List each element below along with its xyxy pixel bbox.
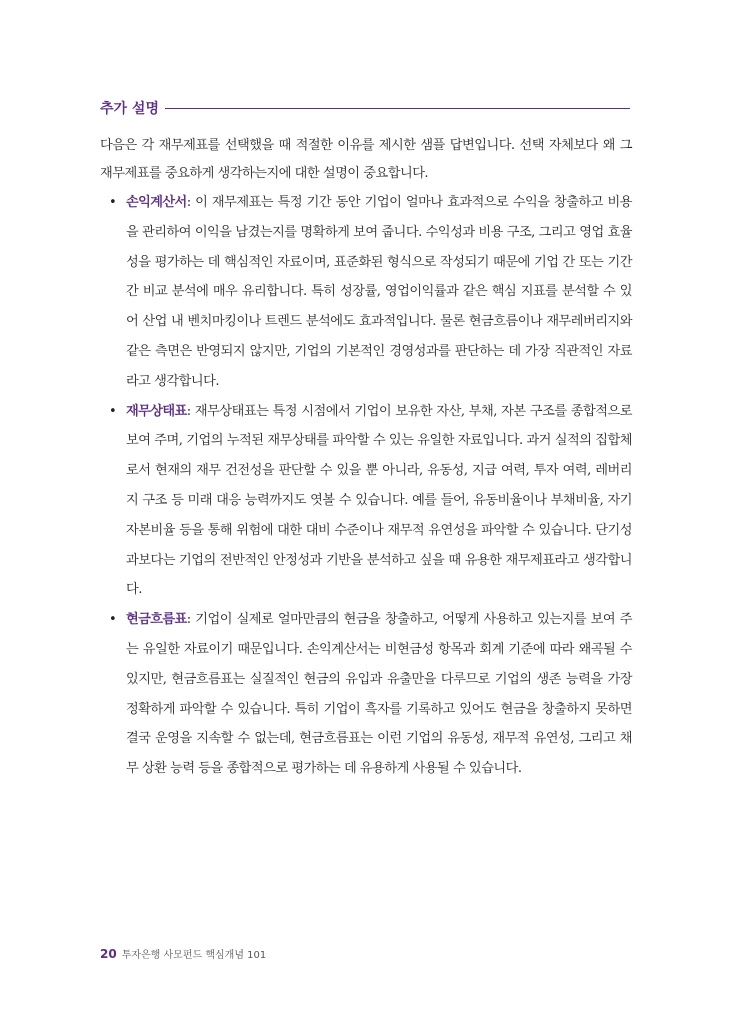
bullet-term: 재무상태표 — [126, 403, 187, 419]
bullet-icon: • — [109, 403, 117, 419]
book-title: 투자은행 사모펀드 핵심개념 101 — [121, 950, 267, 961]
section-header — [100, 98, 630, 118]
page-footer — [100, 946, 266, 961]
section-title: 추가 설명 — [100, 101, 159, 117]
intro-paragraph: 다음은 각 재무제표를 선택했을 때 적절한 이유를 제시한 샘플 답변입니다. 선택 자체보다 왜 그 재무제표를 중요하게 생각하는지에 대한 설명이 중요합니다. — [100, 138, 632, 181]
bullet-text: : 기업이 실제로 얼마만큼의 현금을 창출하고, 어떻게 사용하고 있는지를 보여 주는 유일한 자료이기 때문입니다. 손익계산서는 비현금성 항목과 회계 기준에 따라 왜곡될 수 있지만, 현금흐름표는 실질적인 현금의 유입과 유출만을 다루므로 기업의 생존 능력을 가장 정확하게 파악할 수 있습니다. 특히 기업이 흑자를 기록하고 있어도 현금을 창출하지 못하면 결국 운영을 지속할 수 없는데, 현금흐름표는 이런 기업의 유동성, 재무적 유연성, 그리고 채무 상환 능력 등을 종합적으로 평가하는 데 유용하게 사용될 수 있습니다. — [126, 612, 632, 777]
bullet-text: : 재무상태표는 특정 시점에서 기업이 보유한 자산, 부채, 자본 구조를 종합적으로 보여 주며, 기업의 누적된 재무상태를 파악할 수 있는 유일한 자료입니다. 과거 실적의 집합체로서 현재의 재무 건전성을 판단할 수 있을 뿐 아니라, 유동성, 지급 여력, 투자 여력, 레버리지 구조 등 미래 대응 능력까지도 엿볼 수 있습니다. 예를 들어, 유동비율이나 부채비율, 자기자본비율 등을 통해 위험에 대한 대비 수준이나 재무적 유연성을 파악할 수 있습니다. 단기성과보다는 기업의 전반적인 안정성과 기반을 분석하고 싶을 때 유용한 재무제표라고 생각합니다. — [126, 403, 632, 598]
list-item — [100, 397, 632, 606]
bullet-list — [100, 188, 632, 784]
bullet-text: : 이 재무제표는 특정 기간 동안 기업이 얼마나 효과적으로 수익을 창출하고 비용을 관리하여 이익을 남겼는지를 명확하게 보여 줍니다. 수익성과 비용 구조, 그리고 영업 효율성을 평가하는 데 핵심적인 자료이며, 표준화된 형식으로 작성되기 때문에 기업 간 또는 기간 간 비교 분석에 매우 유리합니다. 특히 성장률, 영업이익률과 같은 핵심 지표를 분석할 수 있어 산업 내 벤치마킹이나 트렌드 분석에도 효과적입니다. 물론 현금흐름이나 재무레버리지와 같은 측면은 반영되지 않지만, 기업의 기본적인 경영성과를 판단하는 데 가장 직관적인 자료라고 생각합니다. — [126, 195, 632, 389]
bullet-icon: • — [109, 612, 117, 628]
page-number: 20 — [100, 947, 117, 961]
bullet-term: 현금흐름표 — [126, 612, 187, 628]
section-divider — [165, 108, 630, 109]
list-item — [100, 188, 632, 397]
list-item — [100, 605, 632, 784]
bullet-icon: • — [109, 195, 117, 210]
bullet-term: 손익계산서 — [126, 195, 187, 210]
